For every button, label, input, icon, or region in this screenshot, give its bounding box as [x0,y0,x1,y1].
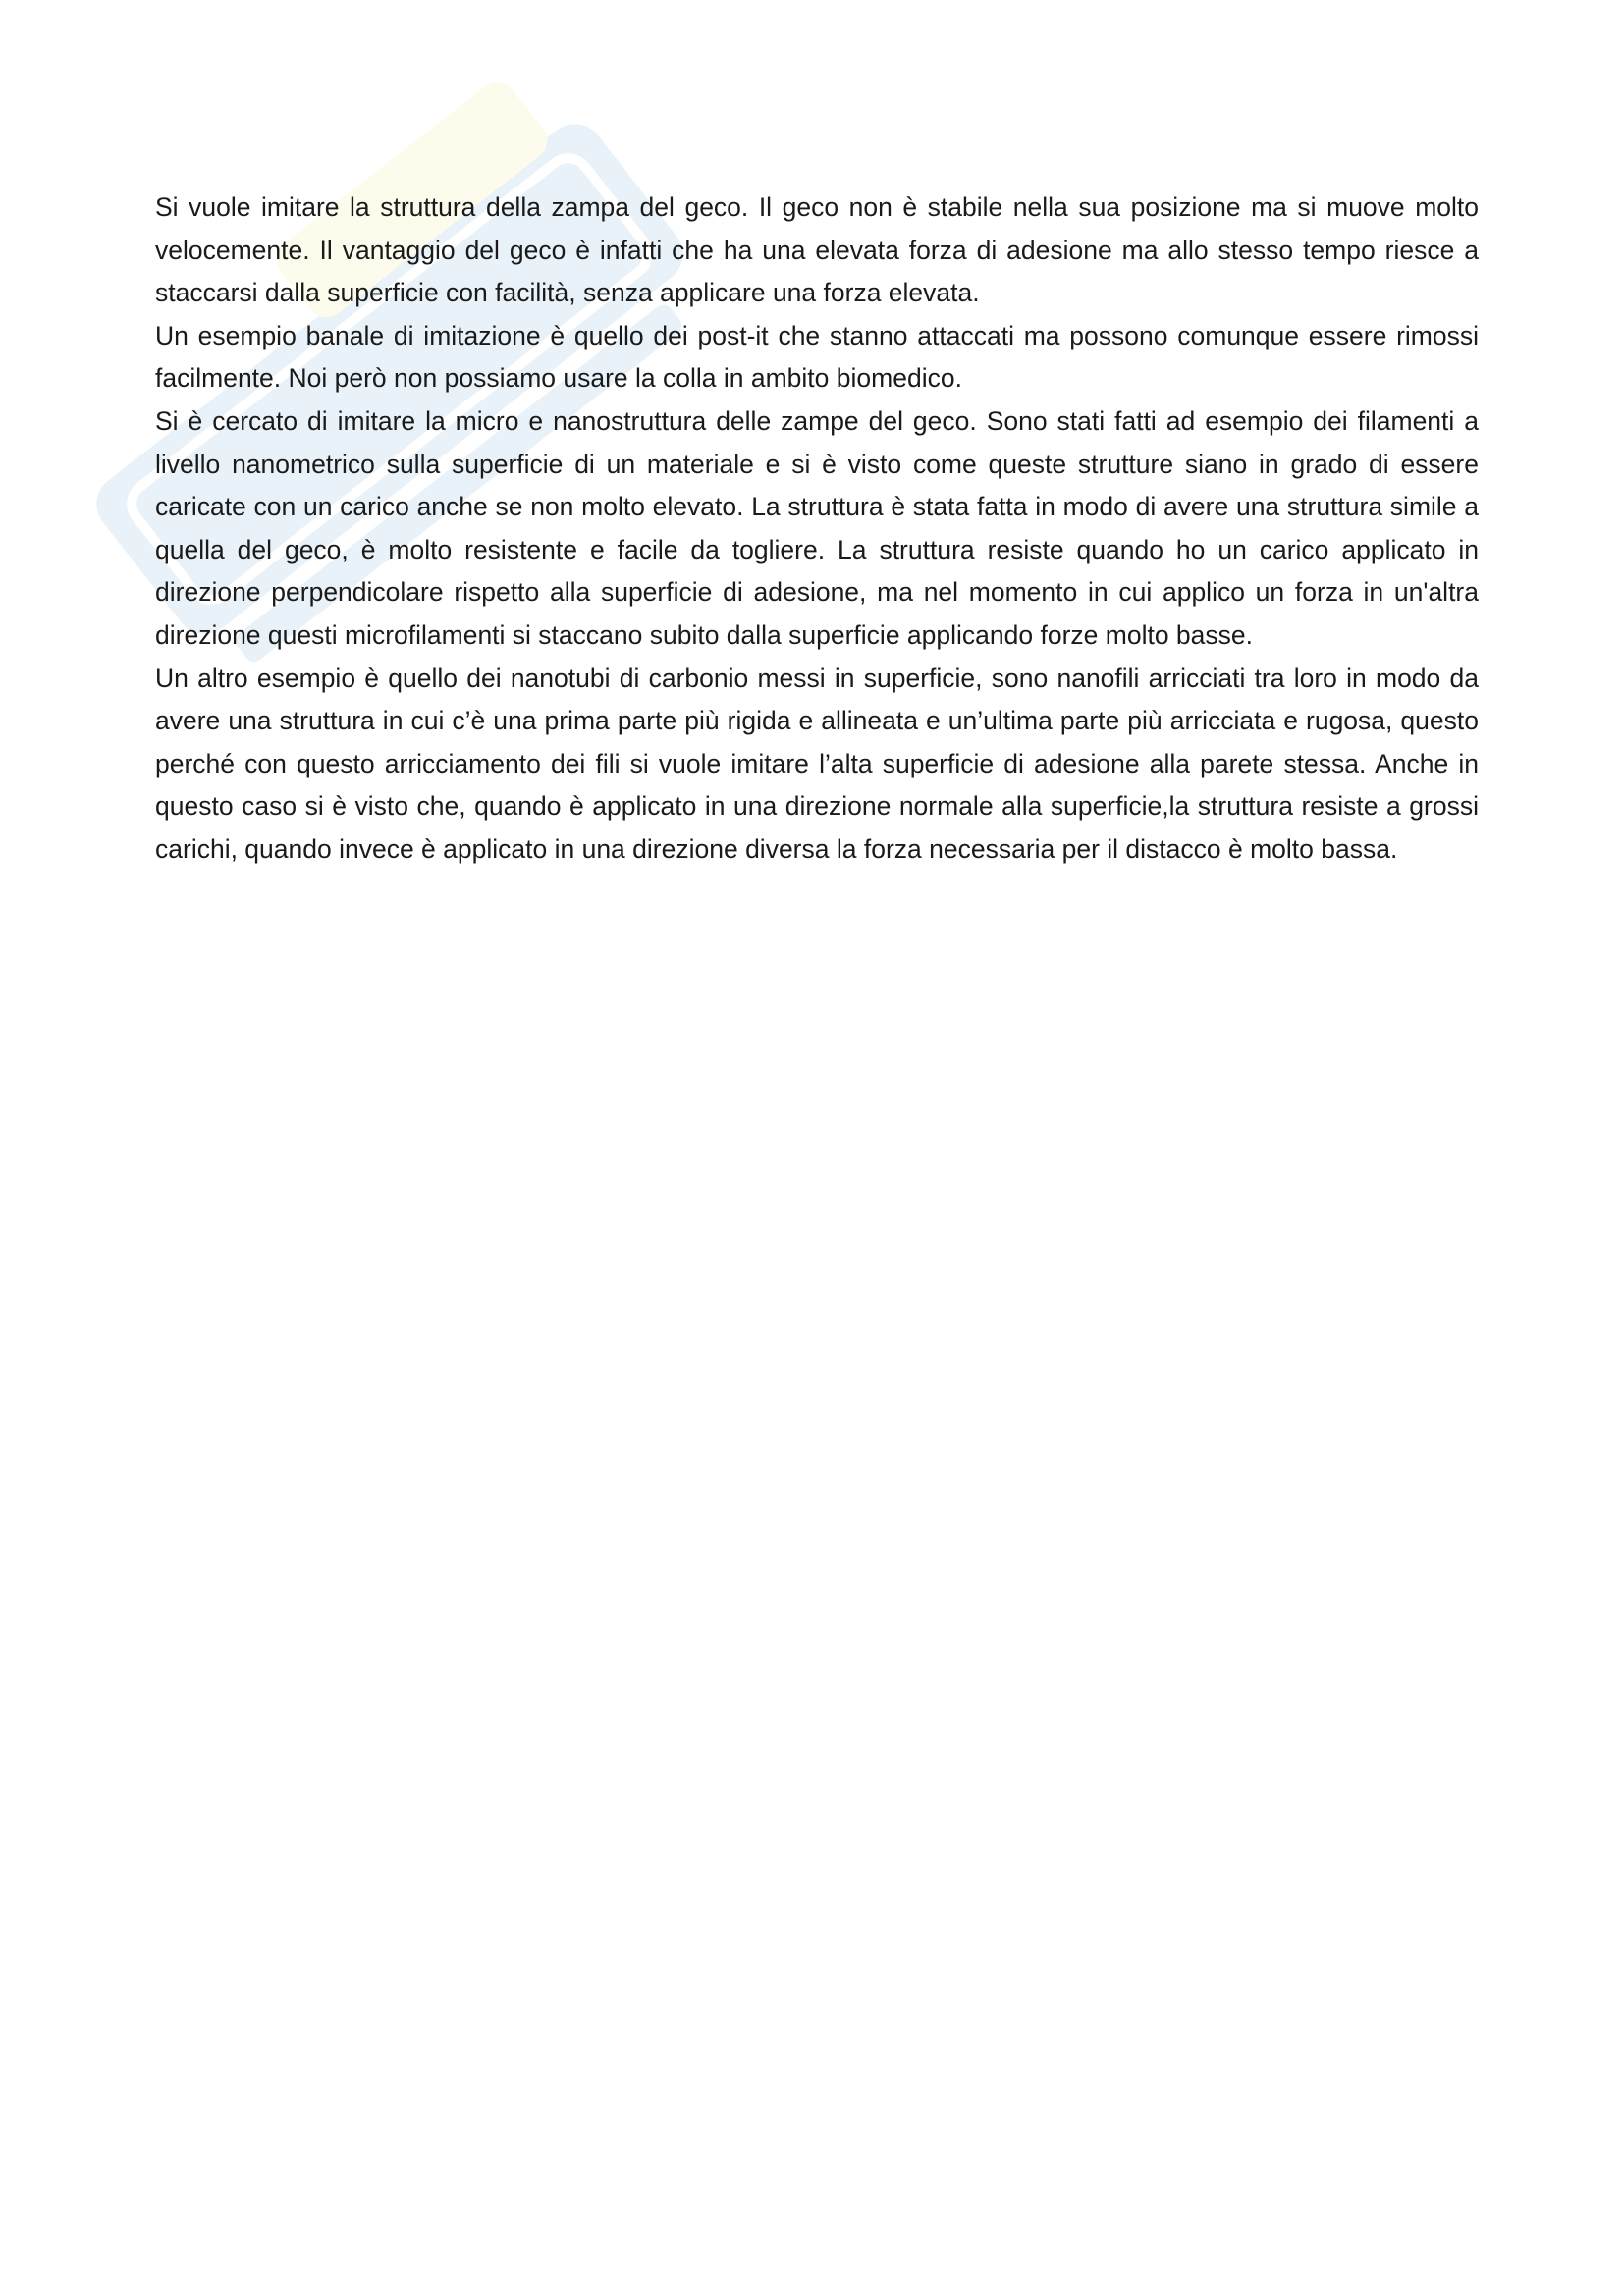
paragraph-1: Si vuole imitare la struttura della zampa del geco. Il geco non è stabile nella sua posizione ma si muove molto velocemente. Il vantaggio del geco è infatti che ha una elevata forza di adesione ma allo stesso tempo riesce a staccarsi dalla superficie con facilità, senza applicare una forza elevata. [155,192,1479,308]
paragraph-2: Un esempio banale di imitazione è quello dei post-it che stanno attaccati ma possono comunque essere rimossi facilmente. Noi però non possiamo usare la colla in ambito biomedico. [155,320,1479,394]
document-body [155,187,1479,872]
paragraph-3: Si è cercato di imitare la micro e nanostruttura delle zampe del geco. Sono stati fatti ad esempio dei filamenti a livello nanometrico sulla superficie di un materiale e si è visto come queste strutture siano in grado di essere caricate con un carico anche se non molto elevato. La struttura è stata fatta in modo di avere una struttura simile a quella del geco, è molto resistente e facile da togliere. La struttura resiste quando ho un carico applicato in direzione perpendicolare rispetto alla superficie di adesione, ma nel momento in cui applico un forza in un'altra direzione questi microfilamenti si staccano subito dalla superficie applicando forze molto basse. [155,405,1479,650]
paragraph-4: Un altro esempio è quello dei nanotubi di carbonio messi in superficie, sono nanofili arricciati tra loro in modo da avere una struttura in cui c’è una prima parte più rigida e allineata e un’ultima parte più arricciata e rugosa, questo perché con questo arricciamento dei fili si vuole imitare l’alta superficie di adesione alla parete stessa. Anche in questo caso si è visto che, quando è applicato in una direzione normale alla superficie,la struttura resiste a grossi carichi, quando invece è applicato in una direzione diversa la forza necessaria per il distacco è molto bassa. [155,663,1479,864]
